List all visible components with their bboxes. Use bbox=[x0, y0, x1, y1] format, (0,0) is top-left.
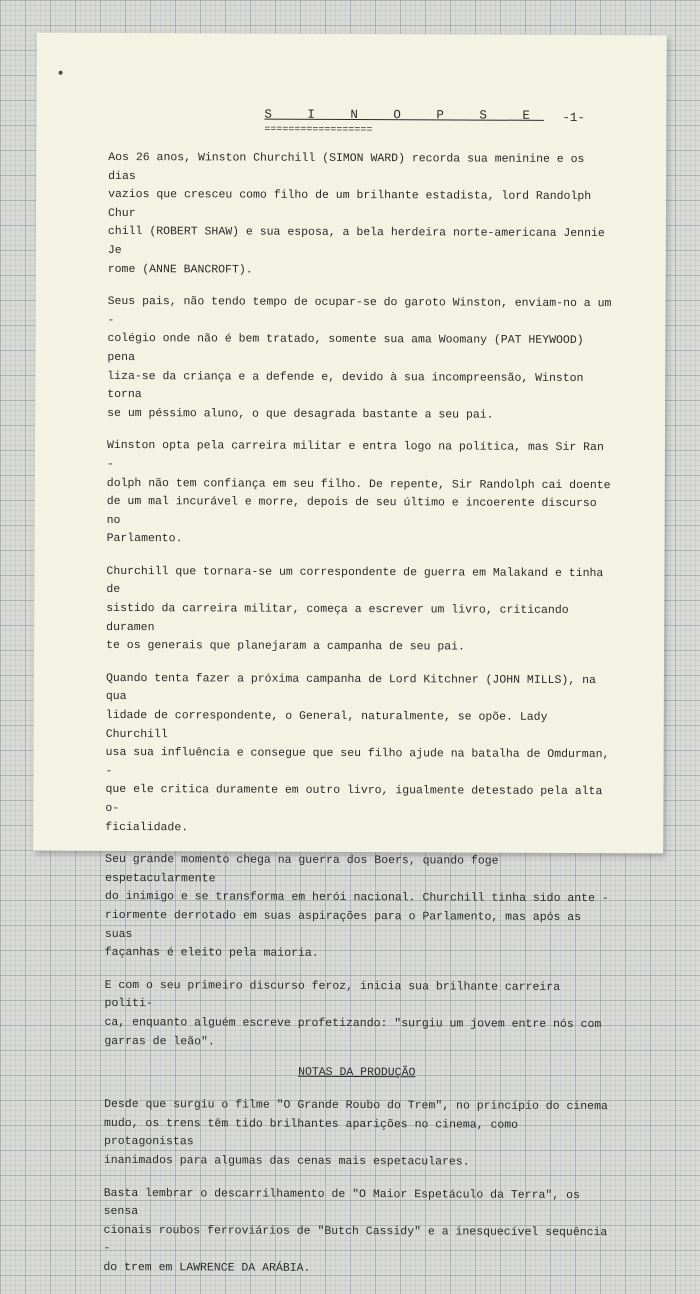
paragraph: Quando tenta fazer a próxima campanha de Lord Kitchner (JOHN MILLS), na qua lidade de correspondente, o General, naturalmente, se opõe. Lady Churchill usa sua influência e consegue que seu filho ajude na batalha de Omdurman, - que ele critica duramente em outro livro, igualmente detestado pela alta o- ficialidade. bbox=[105, 671, 610, 834]
paragraph: Seu grande momento chega na guerra dos Boers, quando foge espetacularmente do inimigo e se transforma em herói nacional. Churchill tinha sido ante - riormente derrotado em suas aspirações para o Parlamento, mas após as suas façanhas é eleito pela maioria. bbox=[104, 853, 609, 961]
page-number: -1- bbox=[562, 110, 585, 126]
typed-document-page bbox=[33, 33, 667, 1275]
document-body bbox=[103, 149, 613, 1294]
notes-heading: NOTAS DA PRODUÇÃO bbox=[298, 1065, 416, 1080]
paragraph: Churchill que tornara-se um correspondente de guerra em Malakand e tinha de sistido da carreira militar, começa a escrever um livro, criticando duramen te os generais que planejaram a campanha de seu pai. bbox=[106, 564, 604, 654]
paragraph: Winston opta pela carreira militar e entra logo na política, mas Sir Ran - dolph não tem confiança em seu filho. De repente, Sir Randolph cai doente de um mal incurável e morre, depois de seu último e incoerente discurso no Parlamento. bbox=[106, 439, 611, 546]
paragraph: E com o seu primeiro discurso feroz, inicia sua brilhante carreira políti- ca, enquanto alguém escreve profetizando: "surgiu um jovem entre nós com garras de leão". bbox=[104, 978, 602, 1048]
pin-mark bbox=[59, 71, 63, 75]
paragraph: Aos 26 anos, Winston Churchill (SIMON WARD) recorda sua meninine e os dias vazios que cresceu como filho de um brilhante estadista, lord Randolph Chur chill (ROBERT SHAW) e sua esposa, a bela herdeira norte-americana Jennie Je rome (ANNE BANCROFT). bbox=[107, 150, 605, 277]
notes-paragraph: Desde que surgiu o filme "O Grande Roubo do Trem", no princípio do cinema mudo, os trens têm tido brilhantes aparições no cinema, como protagonistas inanimados para algumas das cenas mais espetaculares. bbox=[103, 1098, 608, 1169]
notes-paragraph: Basta lembrar o descarrilhamento de "O Maior Espetáculo da Terra", os sensa cionais roubos ferroviários de "Butch Cassidy" e a inesquecível sequência - do trem em LAWRENCE DA ARÁBIA. bbox=[103, 1186, 608, 1275]
paragraph: Seus pais, não tendo tempo de ocupar-se do garoto Winston, enviam-no a um - colégio onde não é bem tratado, somente sua ama Woomany (PAT HEYWOOD) pena liza-se da criança e a defende e, devido à sua incompreensão, Winston torna se um péssimo aluno, o que desagrada bastante a seu pai. bbox=[107, 295, 612, 422]
page-title: S I N O P S E bbox=[264, 107, 544, 123]
title-double-underline: ================== bbox=[264, 124, 373, 137]
